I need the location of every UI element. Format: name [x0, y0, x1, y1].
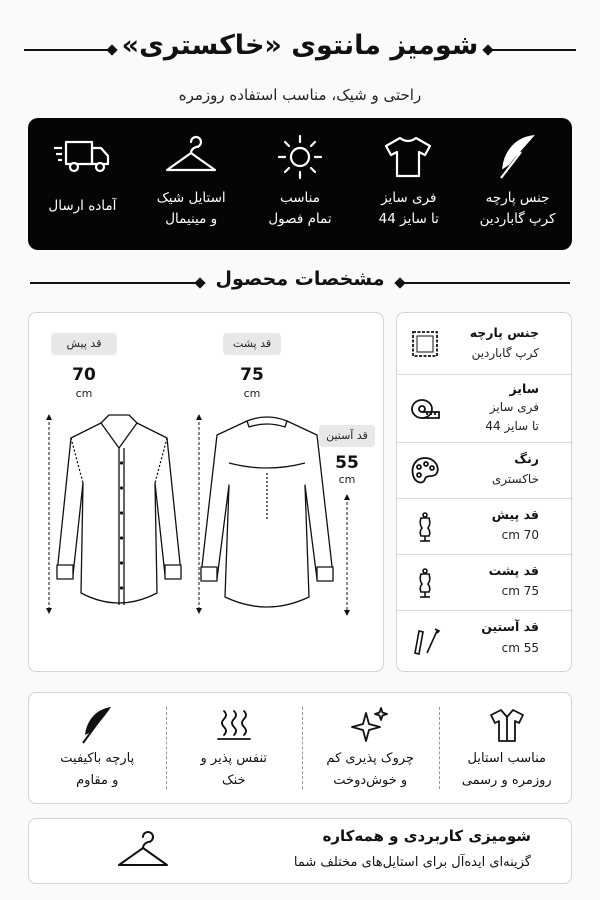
bottom-feature-separator	[302, 707, 303, 789]
ruler-pencil-icon	[409, 625, 441, 657]
bottom-feature-label: تنفس پذیر و	[200, 751, 267, 766]
back-length-value: 75	[240, 365, 264, 385]
feature-style	[137, 118, 246, 250]
hanger-icon	[161, 132, 221, 182]
back-length-unit: cm	[243, 387, 261, 400]
features-bar	[28, 118, 572, 250]
spec-row-fabric	[397, 313, 573, 375]
title-divider-left	[24, 49, 112, 51]
page-subtitle: راحتی و شیک، مناسب استفاده روزمره	[178, 86, 422, 104]
mannequin-back-icon	[409, 567, 441, 599]
section-divider-left	[30, 282, 200, 284]
spec-row-front-length	[397, 499, 573, 555]
feature-label: آماده ارسال	[48, 198, 117, 214]
feather-icon	[77, 705, 117, 745]
feature-label-2: و مینیمال	[165, 211, 218, 227]
sun-icon	[270, 132, 330, 182]
feature-label-2: تا سایز 44	[378, 211, 439, 227]
fabric-swatch-icon	[409, 328, 441, 360]
bottom-feature-label-2: خنک	[221, 773, 246, 788]
footer-title: شومیزی کاربردی و همه‌کاره	[322, 827, 531, 845]
bottom-features-panel	[28, 692, 572, 804]
bottom-feature-label: مناسب استایل	[467, 751, 546, 766]
bottom-feature-wrinkle	[302, 693, 439, 803]
spec-value: 55 cm	[501, 641, 539, 655]
feature-label: فری سایز	[381, 190, 437, 206]
spec-value: خاکستری	[491, 472, 539, 486]
spec-row-back-length	[397, 555, 573, 611]
front-length-unit: cm	[75, 387, 93, 400]
back-shirt-drawing	[201, 417, 333, 607]
spec-row-size	[397, 375, 573, 443]
bottom-feature-label-2: و مقاوم	[76, 773, 119, 788]
section-header	[20, 266, 580, 300]
front-length-label: قد پیش	[51, 333, 117, 355]
spec-label: سایز	[509, 381, 539, 396]
bottom-feature-label-2: روزمره و رسمی	[461, 773, 552, 788]
section-divider-right	[400, 282, 570, 284]
sleeve-length-label: قد آستین	[319, 425, 375, 447]
front-length-value: 70	[72, 365, 96, 385]
spec-value: 75 cm	[501, 584, 539, 598]
feature-ready-to-ship	[28, 118, 137, 250]
footer-subtitle: گزینه‌ای ایده‌آل برای استایل‌های مختلف شما	[293, 855, 531, 870]
breathable-icon	[214, 705, 254, 745]
spec-row-sleeve-length	[397, 611, 573, 671]
bottom-feature-separator	[439, 707, 440, 789]
specs-list	[396, 312, 572, 672]
spec-label: جنس پارچه	[469, 325, 539, 340]
spec-label: قد آستین	[481, 619, 539, 634]
truck-icon	[52, 132, 112, 182]
back-length-label: قد پشت	[223, 333, 281, 355]
sparkle-icon	[350, 705, 390, 745]
feature-fabric	[463, 118, 572, 250]
color-palette-icon	[409, 455, 441, 487]
shirt-drawings	[29, 313, 385, 673]
bottom-feature-label: پارچه باکیفیت	[60, 751, 135, 766]
measuring-tape-icon	[409, 393, 441, 425]
tshirt-icon	[378, 132, 438, 182]
feature-label-2: تمام فصول	[268, 211, 332, 227]
bottom-feature-label-2: و خوش‌دوخت	[333, 773, 408, 788]
title-divider-right	[488, 49, 576, 51]
spec-label: قد پشت	[488, 563, 539, 578]
feature-label: جنس پارچه	[485, 190, 550, 206]
feature-season	[246, 118, 355, 250]
spec-value: کرپ گاباردین	[471, 346, 539, 360]
bottom-feature-separator	[166, 707, 167, 789]
title-diamond-left	[106, 44, 117, 55]
spec-value-2: تا سایز 44	[485, 419, 539, 433]
feature-label: استایل شیک	[156, 190, 226, 206]
footer-panel	[28, 818, 572, 884]
bottom-feature-style	[439, 693, 576, 803]
front-shirt-drawing	[57, 415, 181, 605]
bottom-feature-label: چروک پذیری کم	[326, 751, 415, 766]
measurement-drawing-panel	[28, 312, 384, 672]
sleeve-length-unit: cm	[338, 473, 356, 486]
page-title: شومیز مانتوی «خاکستری»	[121, 30, 479, 61]
section-title: مشخصات محصول	[215, 268, 385, 290]
feather-icon	[487, 132, 547, 182]
bottom-feature-breathable	[166, 693, 303, 803]
spec-label: قد پیش	[491, 507, 539, 522]
spec-value: 70 cm	[501, 528, 539, 542]
spec-value: فری سایز	[489, 400, 539, 414]
shirt-icon	[487, 705, 527, 745]
mannequin-front-icon	[409, 511, 441, 543]
feature-size	[354, 118, 463, 250]
feature-label: مناسب	[279, 190, 320, 206]
bottom-feature-quality	[29, 693, 166, 803]
sleeve-length-value: 55	[335, 453, 359, 473]
spec-row-color	[397, 443, 573, 499]
spec-label: رنگ	[514, 451, 539, 466]
title-row	[20, 30, 580, 70]
feature-label-2: کرپ گاباردین	[479, 211, 556, 227]
